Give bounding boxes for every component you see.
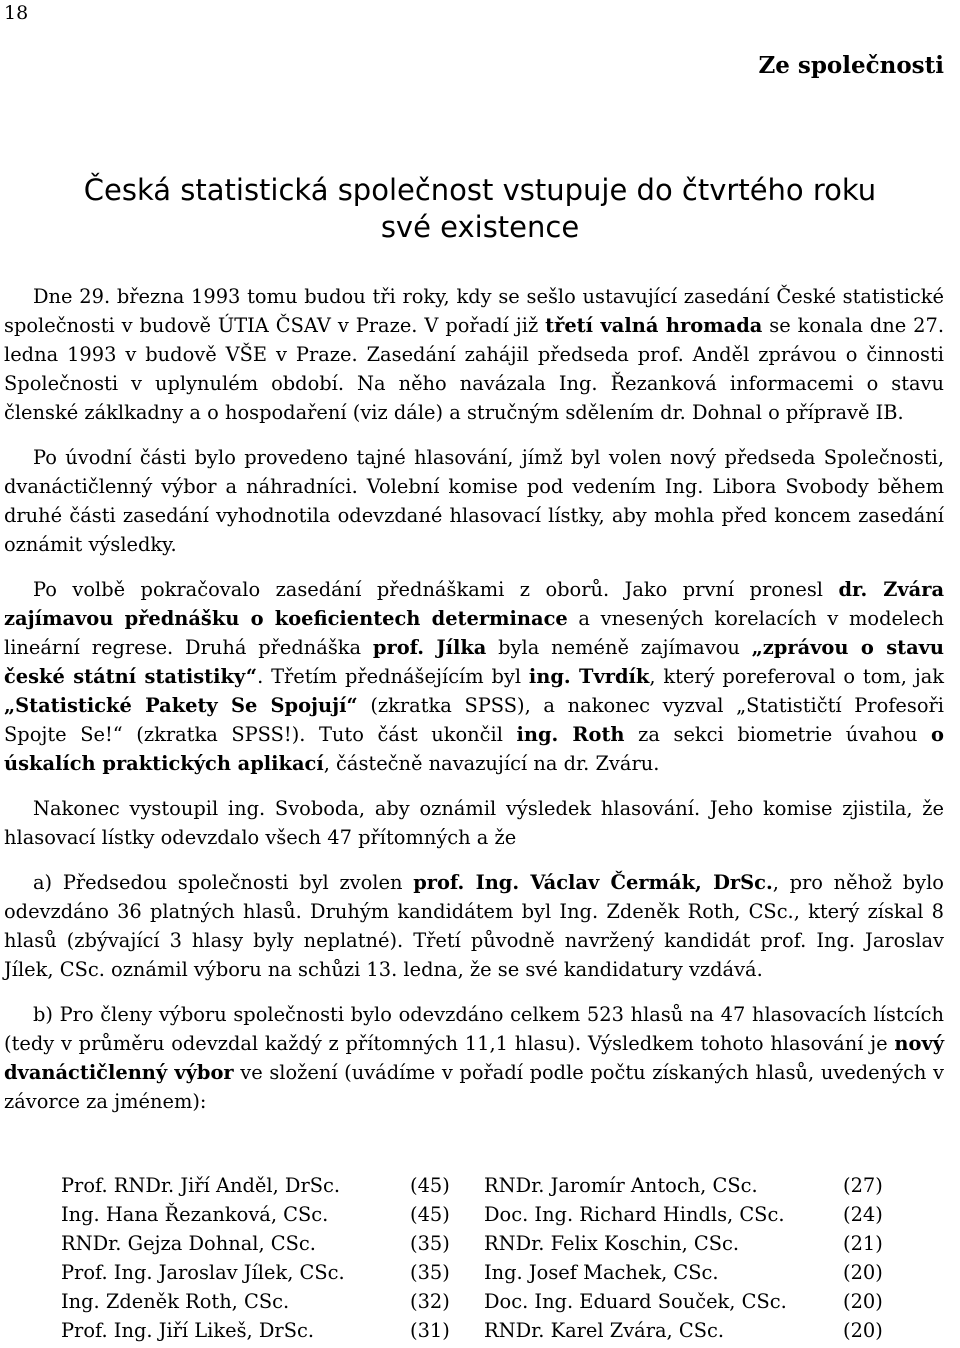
text-run: a vnesených korelacích v modelech lineární regrese. Druhá přednáška	[4, 607, 944, 659]
member-name: Doc. Ing. Richard Hindls, CSc.	[484, 1203, 785, 1226]
member-name: Prof. Ing. Jaroslav Jílek, CSc.	[61, 1261, 345, 1284]
bold-text: „Statistické Pakety Se Spojují“	[4, 694, 358, 717]
title-line: Česká statistická společnost vstupuje do čtvrtého roku	[83, 173, 877, 207]
article-title	[0, 172, 960, 246]
member-name: RNDr. Gejza Dohnal, CSc.	[61, 1232, 316, 1255]
member-name: RNDr. Jaromír Antoch, CSc.	[484, 1174, 758, 1197]
bold-text: dr. Zvára zajímavou přednášku o koeficientech determinace	[4, 578, 945, 630]
text-run: za sekci biometrie úvahou	[624, 723, 932, 746]
committee-member-list	[0, 1174, 960, 1348]
text-run: Nakonec vystoupil ing. Svoboda, aby oznámil výsledek hlasování. Jeho komise zjistila, že hlasovací lístky odevzdalo všech 47 přítomných a že	[4, 797, 944, 849]
text-run: , částečně navazující na dr. Zváru.	[323, 752, 660, 775]
member-votes: (45)	[410, 1174, 450, 1197]
member-row	[0, 1319, 960, 1348]
text-run: ve složení (uvádíme v pořadí podle počtu získaných hlasů, uvedených v závorce za jménem):	[4, 1061, 945, 1113]
bold-text: o úskalích praktických aplikací	[4, 723, 944, 775]
member-row	[0, 1290, 960, 1319]
bold-text: nový dvanáctičlenný výbor	[4, 1032, 944, 1084]
member-votes: (32)	[410, 1290, 450, 1313]
title-line: své existence	[380, 210, 580, 244]
text-run: , který poreferoval o tom, jak	[649, 665, 945, 688]
member-votes: (27)	[843, 1174, 883, 1197]
member-votes: (35)	[410, 1232, 450, 1255]
member-name: Prof. Ing. Jiří Likeš, DrSc.	[61, 1319, 315, 1342]
member-name: Ing. Zdeněk Roth, CSc.	[61, 1290, 290, 1313]
bold-text: ing. Tvrdík	[528, 665, 650, 688]
member-row	[0, 1203, 960, 1232]
text-run: Po úvodní části bylo provedeno tajné hlasování, jímž byl volen nový předseda Společnosti, dvanáctičlenný výbor a náhradníci. Volební komise pod vedením Ing. Libora Svobody během druhé části zasedání vyhodnotila odevzdané hlasovací lístky, aby mohla před koncem zasedání oznámit výsledky.	[4, 446, 944, 556]
page-number: 18	[4, 2, 29, 24]
text-run: Po volbě pokračovalo zasedání přednáškami z oborů. Jako první pronesl	[33, 578, 839, 601]
member-votes: (31)	[410, 1319, 450, 1342]
text-run: se konala dne 27. ledna 1993 v budově VŠE v Praze. Zasedání zahájil předseda prof. Anděl zprávou o činnosti Společnosti v uplynulém období. Na něho navázala Ing. Řezanková informacemi o stavu členské záklkadny a o hospodaření (viz dále) a stručným sdělením dr. Dohnal o přípravě IB.	[4, 314, 944, 424]
member-name: Doc. Ing. Eduard Souček, CSc.	[484, 1290, 787, 1313]
bold-text: prof. Ing. Václav Čermák, DrSc.	[413, 871, 773, 894]
paragraph	[4, 443, 944, 559]
member-row	[0, 1174, 960, 1203]
member-name: RNDr. Karel Zvára, CSc.	[484, 1319, 725, 1342]
text-run: b) Pro členy výboru společnosti bylo odevzdáno celkem 523 hlasů na 47 hlasovacích lístcích (tedy v průměru odevzdal každý z přítomných 11,1 hlasu). Výsledkem tohoto hlasování je	[4, 1003, 944, 1055]
text-run: (zkratka SPSS), a nakonec vyzval „Statističtí Profesoři Spojte Se!“ (zkratka SPSS!). Tuto část ukončil	[4, 694, 944, 746]
member-row	[0, 1232, 960, 1261]
member-name: Ing. Hana Řezanková, CSc.	[61, 1203, 329, 1226]
article-body	[4, 282, 944, 1132]
paragraph	[4, 575, 944, 778]
paragraph	[4, 868, 944, 984]
member-votes: (45)	[410, 1203, 450, 1226]
text-run: . Třetím přednášejícím byl	[257, 665, 529, 688]
member-votes: (20)	[843, 1261, 883, 1284]
member-votes: (21)	[843, 1232, 883, 1255]
member-votes: (24)	[843, 1203, 883, 1226]
text-run: , pro něhož bylo odevzdáno 36 platných hlasů. Druhým kandidátem byl Ing. Zdeněk Roth, CSc., který získal 8 hlasů (zbývající 3 hlasy byly neplatné). Třetí původně navržený kandidát prof. Ing. Jaroslav Jílek, CSc. oznámil výboru na schůzi 13. ledna, že se své kandidatury vzdává.	[4, 871, 944, 981]
text-run: a) Předsedou společnosti byl zvolen	[33, 871, 414, 894]
member-name: RNDr. Felix Koschin, CSc.	[484, 1232, 740, 1255]
text-run: byla neméně zajímavou	[486, 636, 752, 659]
bold-text: třetí valná hromada	[545, 314, 763, 337]
bold-text: ing. Roth	[516, 723, 625, 746]
running-header: Ze společnosti	[758, 52, 944, 79]
member-name: Ing. Josef Machek, CSc.	[484, 1261, 719, 1284]
member-row	[0, 1261, 960, 1290]
bold-text: „zprávou o stavu české státní statistiky“	[4, 636, 945, 688]
member-votes: (20)	[843, 1319, 883, 1342]
paragraph	[4, 282, 944, 427]
paragraph	[4, 1000, 944, 1116]
member-votes: (35)	[410, 1261, 450, 1284]
member-votes: (20)	[843, 1290, 883, 1313]
member-name: Prof. RNDr. Jiří Anděl, DrSc.	[61, 1174, 341, 1197]
paragraph	[4, 794, 944, 852]
bold-text: prof. Jílka	[372, 636, 487, 659]
text-run: Dne 29. března 1993 tomu budou tři roky, kdy se sešlo ustavující zasedání České statistické společnosti v budově ÚTIA ČSAV v Praze. V pořadí již	[4, 285, 944, 337]
